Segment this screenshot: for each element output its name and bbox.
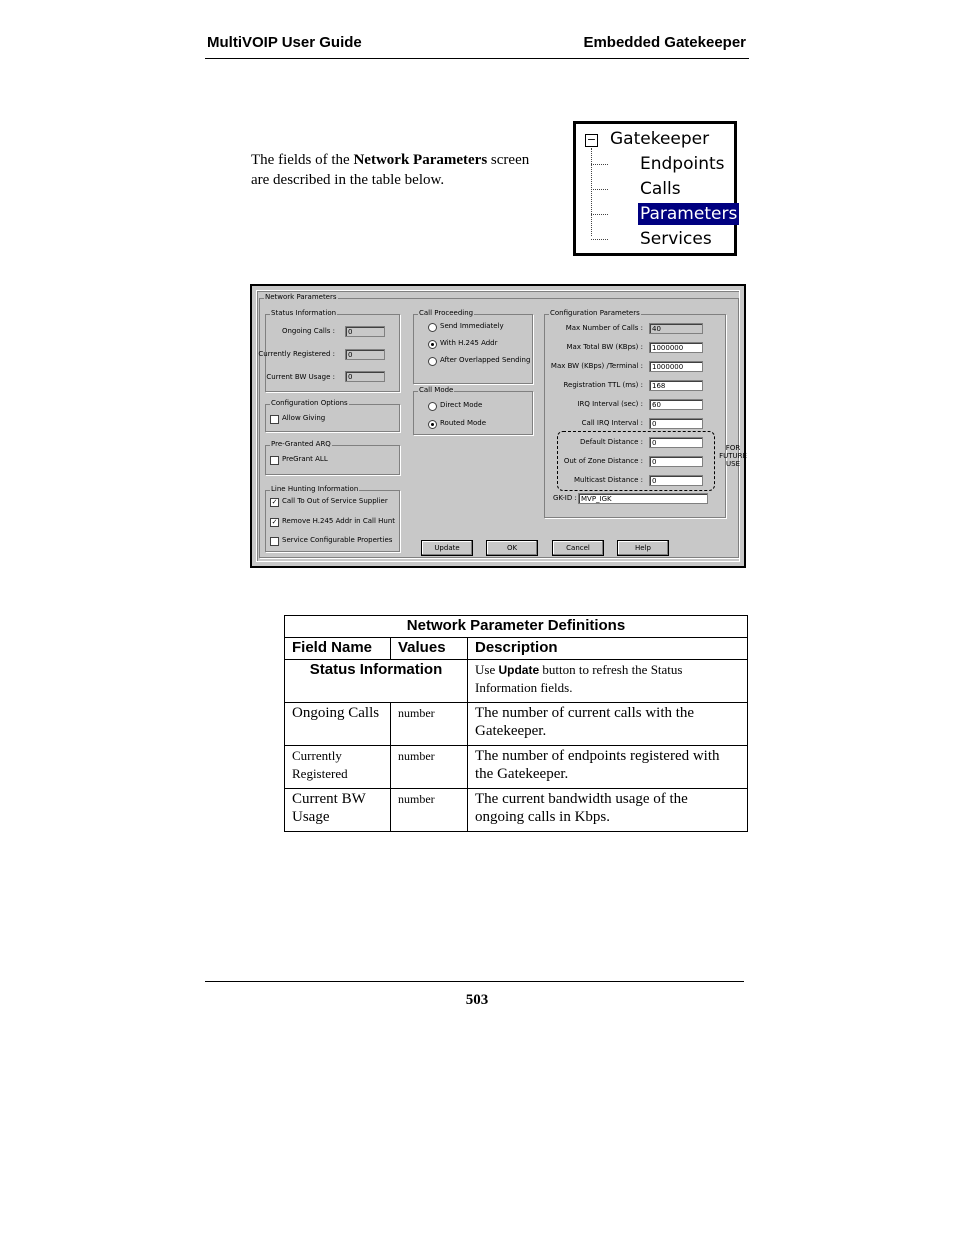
currently-registered-field[interactable]: 0: [345, 349, 385, 360]
cancel-button[interactable]: Cancel: [552, 540, 604, 556]
dialog-frame: [256, 290, 747, 562]
call-irq-interval-field[interactable]: 0: [649, 418, 703, 429]
remove-h245-checkbox[interactable]: ✓: [271, 518, 278, 526]
field-name-cell: Currently Registered: [285, 746, 391, 789]
multicast-distance-label: Multicast Distance :: [573, 476, 643, 484]
multicast-distance-field[interactable]: 0: [649, 475, 703, 486]
header-section: Embedded Gatekeeper: [583, 34, 746, 51]
table-row: [285, 703, 748, 746]
section-status-information: Status Information: [285, 660, 468, 703]
with-h245-label: With H.245 Addr: [440, 339, 498, 347]
registration-ttl-label: Registration TTL (ms) :: [563, 381, 643, 389]
max-bw-terminal-label: Max BW (KBps) /Terminal :: [550, 362, 643, 370]
irq-interval-field[interactable]: 60: [649, 399, 703, 410]
configuration-parameters-title: Configuration Parameters: [550, 309, 640, 317]
after-overlapped-label: After Overlapped Sending: [440, 356, 531, 364]
default-distance-field[interactable]: 0: [649, 437, 703, 448]
tree-item-services[interactable]: Services: [640, 229, 712, 249]
section-status-description: Use Update button to refresh the Status Information fields.: [468, 660, 748, 703]
configuration-options-title: Configuration Options: [271, 399, 348, 407]
remove-h245-label: Remove H.245 Addr in Call Hunt: [282, 517, 396, 525]
currently-registered-label: Currently Registered :: [258, 350, 335, 358]
values-cell: number: [391, 746, 468, 789]
header-description: Description: [468, 638, 748, 660]
network-parameter-definitions-table: [284, 615, 748, 832]
collapse-icon[interactable]: −: [586, 133, 597, 146]
table-row: [285, 789, 748, 832]
registration-ttl-field[interactable]: 168: [649, 380, 703, 391]
tree-branch: [591, 164, 608, 165]
status-information-title: Status Information: [271, 309, 337, 317]
send-immediately-label: Send Immediately: [440, 322, 504, 330]
pregrant-all-checkbox[interactable]: [270, 456, 279, 465]
default-distance-label: Default Distance :: [580, 438, 643, 446]
tree-branch: [591, 189, 608, 190]
call-irq-interval-label: Call IRQ Interval :: [581, 419, 643, 427]
header-rule: [205, 58, 749, 59]
after-overlapped-radio[interactable]: [428, 357, 437, 366]
call-proceeding-group: [413, 309, 533, 384]
pre-granted-arq-title: Pre-Granted ARQ: [271, 440, 331, 448]
tree-branch: [591, 214, 608, 215]
ongoing-calls-label: Ongoing Calls :: [281, 327, 335, 335]
gatekeeper-tree-image: [573, 121, 737, 256]
values-cell: number: [391, 789, 468, 832]
gkid-label: GK-ID :: [553, 494, 577, 502]
call-mode-group: [413, 386, 533, 435]
max-bw-terminal-field[interactable]: 1000000: [649, 361, 703, 372]
table-row: [285, 746, 748, 789]
network-parameters-dialog: [250, 284, 746, 568]
configuration-options-group: [265, 399, 400, 432]
line-hunting-group: [265, 485, 400, 552]
max-calls-field[interactable]: 40: [649, 323, 703, 334]
with-h245-radio[interactable]: [428, 340, 437, 349]
direct-mode-radio[interactable]: [428, 402, 437, 411]
pre-granted-arq-group: [265, 440, 400, 475]
max-calls-label: Max Number of Calls :: [565, 324, 643, 332]
header-title: MultiVOIP User Guide: [207, 34, 362, 51]
tree-root-gatekeeper[interactable]: Gatekeeper: [610, 129, 710, 149]
direct-mode-label: Direct Mode: [440, 401, 483, 409]
service-config-checkbox[interactable]: [270, 537, 279, 546]
field-name-cell: Current BW Usage: [285, 789, 391, 832]
network-parameters-group: [258, 293, 747, 558]
help-button[interactable]: Help: [617, 540, 669, 556]
call-mode-title: Call Mode: [419, 386, 454, 394]
gkid-field[interactable]: MVP_IGK: [578, 493, 708, 504]
allow-giving-label: Allow Giving: [282, 414, 326, 422]
description-cell: The number of endpoints registered with the Gatekeeper.: [468, 746, 748, 789]
tree-connector: [591, 148, 592, 236]
tree-branch: [591, 239, 608, 240]
header-values: Values: [391, 638, 468, 660]
routed-mode-label: Routed Mode: [440, 419, 487, 427]
header-field-name: Field Name: [285, 638, 391, 660]
out-of-service-label: Call To Out of Service Supplier: [282, 497, 388, 505]
irq-interval-label: IRQ Interval (sec) :: [577, 400, 643, 408]
future-use-note: FOR FUTURE USE: [719, 444, 747, 468]
current-bw-usage-label: Current BW Usage :: [266, 373, 335, 381]
ok-button[interactable]: OK: [486, 540, 538, 556]
tree-item-calls[interactable]: Calls: [640, 179, 681, 199]
page-number: 503: [465, 992, 489, 1008]
pregrant-all-label: PreGrant ALL: [282, 455, 328, 463]
out-of-zone-label: Out of Zone Distance :: [563, 457, 643, 465]
send-immediately-radio[interactable]: [428, 323, 437, 332]
update-button[interactable]: Update: [421, 540, 473, 556]
description-cell: The current bandwidth usage of the ongoing calls in Kbps.: [468, 789, 748, 832]
status-information-group: [258, 309, 400, 392]
service-config-label: Service Configurable Properties: [282, 536, 393, 544]
max-total-bw-label: Max Total BW (KBps) :: [566, 343, 643, 351]
table-caption: Network Parameter Definitions: [285, 616, 748, 638]
out-of-service-checkbox[interactable]: ✓: [271, 498, 278, 506]
dialog-title: Network Parameters: [265, 293, 337, 301]
current-bw-usage-field[interactable]: 0: [345, 371, 385, 382]
intro-paragraph: The fields of the Network Parameters screen are described in the table below.: [251, 152, 530, 188]
description-cell: The number of current calls with the Gatekeeper.: [468, 703, 748, 746]
values-cell: number: [391, 703, 468, 746]
allow-giving-checkbox[interactable]: [270, 415, 279, 424]
call-proceeding-title: Call Proceeding: [419, 309, 474, 317]
routed-mode-radio[interactable]: [428, 420, 437, 429]
configuration-parameters-group: [544, 309, 726, 518]
tree-item-parameters[interactable]: Parameters: [640, 204, 738, 224]
line-hunting-title: Line Hunting Information: [271, 485, 359, 493]
field-name-cell: Ongoing Calls: [285, 703, 391, 746]
ongoing-calls-field[interactable]: 0: [345, 326, 385, 337]
footer-rule: [205, 981, 744, 982]
out-of-zone-field[interactable]: 0: [649, 456, 703, 467]
tree-item-endpoints[interactable]: Endpoints: [640, 154, 725, 174]
max-total-bw-field[interactable]: 1000000: [649, 342, 703, 353]
